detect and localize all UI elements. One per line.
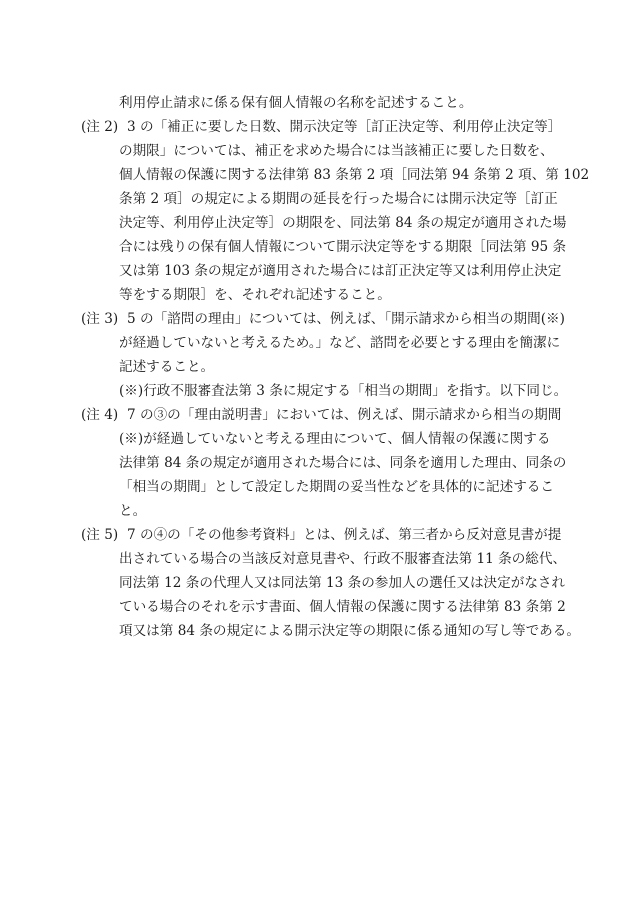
note-2-line-3: 個人情報の保護に関する法律第 83 条第 2 項［同法第 94 条第 2 項、第 102 bbox=[119, 167, 590, 183]
note-2-line-5: 決定等、利用停止決定等］の期限を、同法第 84 条の規定が適用された場 bbox=[119, 215, 567, 231]
note-3-label: (注 3) bbox=[81, 311, 119, 327]
note-2-label: (注 2) bbox=[81, 119, 119, 135]
note-4-line-2: (※)が経過していないと考える理由について、個人情報の保護に関する bbox=[119, 431, 551, 447]
note-5-line-3: 同法第 12 条の代理人又は同法第 13 条の参加人の選任又は決定がなされ bbox=[119, 575, 566, 591]
note-2-line-8: 等をする期限］を、それぞれ記述すること。 bbox=[119, 287, 391, 303]
note-5-line-5: 項又は第 84 条の規定による開示決定等の期限に係る通知の写し等である。 bbox=[119, 623, 580, 639]
note-4-line-3: 法律第 84 条の規定が適用された場合には、同条を適用した理由、同条の bbox=[119, 455, 567, 471]
note-3-line-1: 5 の「諮問の理由」については、例えば、「開示請求から相当の期間(※) bbox=[127, 311, 565, 327]
note-4-line-5: と。 bbox=[119, 503, 147, 519]
note-5-line-2: 出されている場合の当該反対意見書や、行政不服審査法第 11 条の総代、 bbox=[119, 551, 567, 567]
note-5-line-1: 7 の④の「その他参考資料」とは、例えば、第三者から反対意見書が提 bbox=[127, 527, 562, 543]
note-3-footnote: (※)行政不服審査法第 3 条に規定する「相当の期間」を指す。以下同じ。 bbox=[119, 383, 568, 399]
note-2-line-6: 合には残りの保有個人情報について開示決定等をする期限［同法第 95 条 bbox=[119, 239, 567, 255]
intro-line: 利用停止請求に係る保有個人情報の名称を記述すること。 bbox=[119, 95, 473, 111]
note-4-line-4: 「相当の期間」として設定した期間の妥当性などを具体的に記述するこ bbox=[119, 479, 554, 495]
note-4-line-1: 7 の③の「理由説明書」においては、例えば、開示請求から相当の期間 bbox=[127, 407, 562, 423]
note-2-line-4: 条第 2 項］の規定による期間の延長を行った場合には開示決定等［訂正 bbox=[119, 191, 558, 207]
note-5-label: (注 5) bbox=[81, 527, 119, 543]
note-2-line-1: 3 の「補正に要した日数、開示決定等［訂正決定等、利用停止決定等］ bbox=[127, 119, 562, 135]
note-2-line-7: 又は第 103 条の規定が適用された場合には訂正決定等又は利用停止決定 bbox=[119, 263, 562, 279]
note-5-line-4: ている場合のそれを示す書面、個人情報の保護に関する法律第 83 条第 2 bbox=[119, 599, 566, 615]
note-3-line-2: が経過していないと考えるため。」など、諮問を必要とする理由を簡潔に bbox=[119, 335, 561, 351]
note-3-line-3: 記述すること。 bbox=[119, 359, 215, 375]
note-4-label: (注 4) bbox=[81, 407, 119, 423]
note-2-line-2: の期限」については、補正を求めた場合には当該補正に要した日数を、 bbox=[119, 143, 554, 159]
